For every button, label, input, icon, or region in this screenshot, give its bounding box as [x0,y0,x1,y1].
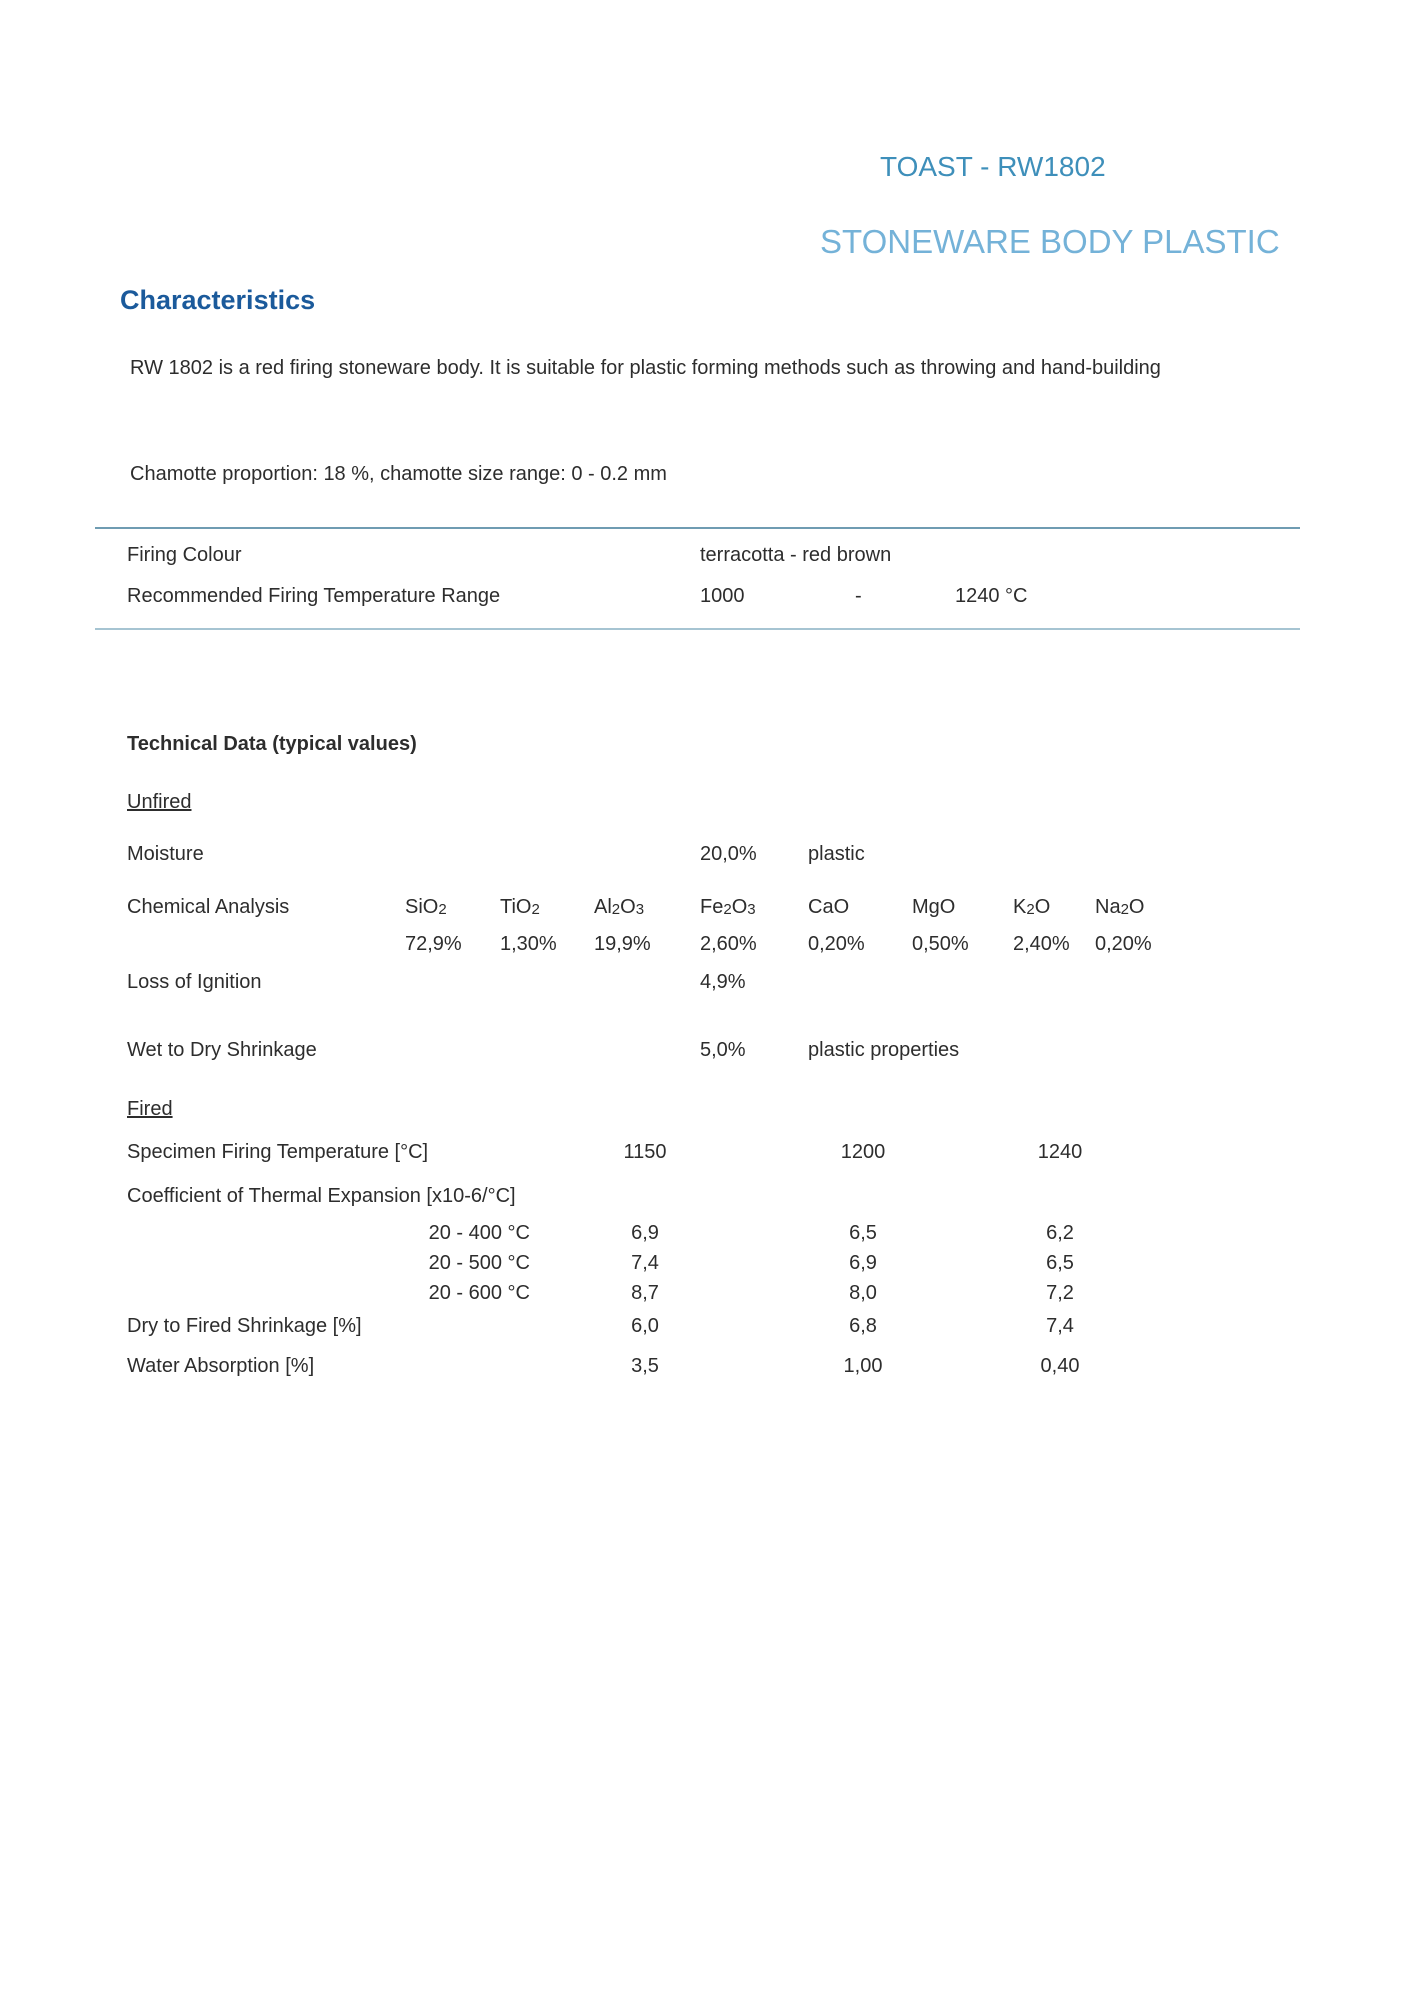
moisture-note: plastic [808,843,865,865]
dry-to-fired-shrinkage-label: Dry to Fired Shrinkage [%] [127,1315,362,1337]
moisture-label: Moisture [127,843,204,865]
cte-value: 6,2 [1046,1222,1074,1244]
firing-range-to: 1240 °C [955,585,1028,607]
firing-colour-label: Firing Colour [127,544,242,566]
cte-value: 6,5 [1046,1252,1074,1274]
dfs-value: 6,8 [849,1315,877,1337]
oxide-value: 19,9% [594,933,651,955]
oxide-header: SiO2 [405,896,447,919]
cte-value: 6,9 [849,1252,877,1274]
wet-to-dry-shrinkage-note: plastic properties [808,1039,960,1061]
firing-table-bottom-rule [95,628,1300,630]
oxide-value: 2,40% [1013,933,1070,955]
firing-range-separator: - [855,585,862,607]
oxide-value: 2,60% [700,933,757,955]
firing-temp-col: 1240 [1037,1141,1083,1163]
cte-value: 6,5 [849,1222,877,1244]
cte-range-label: 20 - 600 °C [428,1282,530,1304]
cte-value: 8,0 [849,1282,877,1304]
dfs-value: 7,4 [1046,1315,1074,1337]
chamotte-info: Chamotte proportion: 18 %, chamotte size range: 0 - 0.2 mm [130,463,667,485]
oxide-header: Na2O [1095,896,1145,919]
thermal-expansion-label: Coefficient of Thermal Expansion [x10-6/°C] [127,1185,516,1207]
oxide-header: Fe2O3 [700,896,756,919]
firing-colour-value: terracotta - red brown [700,544,892,566]
oxide-value: 0,20% [808,933,865,955]
characteristics-heading: Characteristics [120,285,316,315]
cte-value: 7,2 [1046,1282,1074,1304]
oxide-header: Al2O3 [594,896,645,919]
unfired-section-label: Unfired [127,791,192,813]
oxide-header: CaO [808,896,850,918]
specimen-firing-temperature-label: Specimen Firing Temperature [°C] [127,1141,429,1163]
oxide-header: K2O [1013,896,1051,919]
wet-to-dry-shrinkage-label: Wet to Dry Shrinkage [127,1039,317,1061]
dfs-value: 6,0 [631,1315,659,1337]
oxide-header: TiO2 [500,896,540,919]
firing-range-from: 1000 [700,585,745,607]
moisture-value: 20,0% [700,843,757,865]
fired-section-label: Fired [127,1098,173,1120]
firing-table-top-rule [95,527,1300,529]
water-absorption-label: Water Absorption [%] [127,1355,315,1377]
loss-of-ignition-value: 4,9% [700,971,746,993]
oxide-value: 1,30% [500,933,557,955]
oxide-header: MgO [912,896,956,918]
product-code: TOAST - RW1802 [880,151,1106,182]
cte-value: 6,9 [631,1222,659,1244]
wa-value: 0,40 [1040,1355,1080,1377]
characteristics-description: RW 1802 is a red firing stoneware body. It is suitable for plastic forming methods such as throwing and hand-building [130,357,1161,379]
oxide-value: 72,9% [405,933,462,955]
cte-value: 8,7 [631,1282,659,1304]
technical-data-heading: Technical Data (typical values) [127,733,417,755]
oxide-value: 0,50% [912,933,969,955]
cte-range-label: 20 - 400 °C [428,1222,530,1244]
wa-value: 3,5 [631,1355,659,1377]
firing-temp-col: 1150 [623,1141,667,1163]
wet-to-dry-shrinkage-value: 5,0% [700,1039,746,1061]
wa-value: 1,00 [843,1355,883,1377]
loss-of-ignition-label: Loss of Ignition [127,971,262,993]
oxide-value: 0,20% [1095,933,1152,955]
product-name: STONEWARE BODY PLASTIC [820,223,1280,260]
firing-temp-col: 1200 [840,1141,886,1163]
cte-range-label: 20 - 500 °C [428,1252,530,1274]
cte-value: 7,4 [631,1252,659,1274]
chemical-analysis-label: Chemical Analysis [127,896,290,918]
firing-range-label: Recommended Firing Temperature Range [127,585,501,607]
